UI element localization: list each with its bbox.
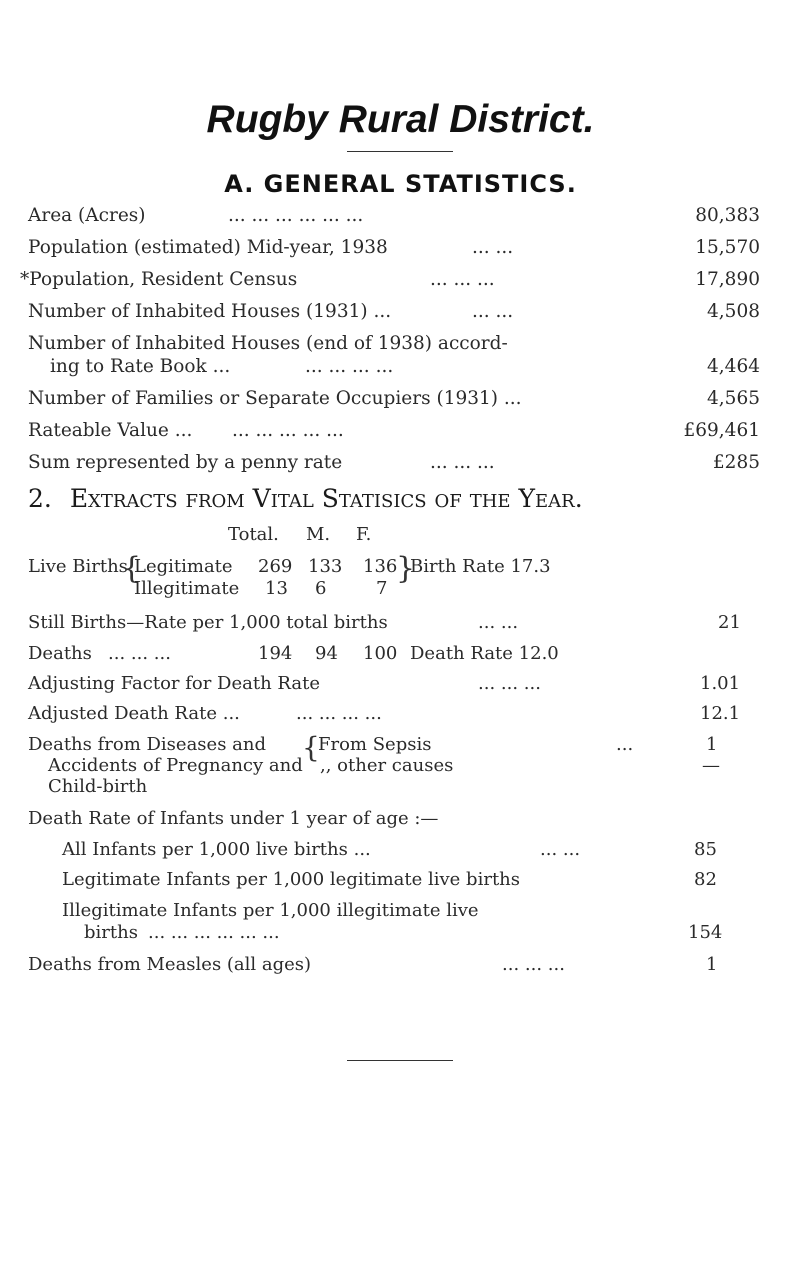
stat-label: ing to Rate Book ... [50, 356, 231, 377]
legit-infants-value: 82 [694, 869, 717, 890]
sepsis-label: From Sepsis [318, 734, 432, 755]
live-births-label: Live Births [28, 556, 128, 577]
stat-label: Rateable Value ... [28, 420, 193, 441]
deaths-label: Deaths [28, 643, 92, 664]
all-infants-value: 85 [694, 839, 717, 860]
still-births-value: 21 [718, 612, 741, 633]
section-title: Extracts from Vital Statisics of the Year. [69, 484, 583, 513]
stat-value: 17,890 [695, 269, 760, 290]
stat-leader: ... ... ... ... ... ... [228, 205, 364, 226]
stat-label: Number of Inhabited Houses (1931) ... [28, 301, 392, 322]
adjusted-value: 12.1 [700, 703, 741, 724]
stat-label: Sum represented by a penny rate [28, 452, 343, 473]
stat-leader: ... ... ... [430, 269, 495, 290]
col-header-total: Total. [228, 524, 279, 545]
legitimate-m: 133 [308, 556, 343, 577]
other-causes-value: — [702, 755, 720, 776]
illegitimate-label: Illegitimate [134, 578, 240, 599]
legit-infants-label: Legitimate Infants per 1,000 legitimate live births [62, 869, 521, 890]
stat-leader: ... ... [472, 301, 514, 322]
page-title: Rugby Rural District. [206, 98, 595, 141]
illegitimate-f: 7 [376, 578, 388, 599]
col-header-f: F. [356, 524, 372, 545]
stat-value: 15,570 [695, 237, 760, 258]
legitimate-total: 269 [258, 556, 293, 577]
illegitimate-m: 6 [315, 578, 327, 599]
section-number: 2. [28, 484, 52, 513]
other-causes-label: ,, other causes [320, 755, 454, 776]
infants-heading: Death Rate of Infants under 1 year of age :— [28, 808, 439, 829]
deaths-total: 194 [258, 643, 293, 664]
pregnancy-brace-glyph: { [302, 731, 320, 764]
legitimate-label: Legitimate [134, 556, 233, 577]
stat-label: Population (estimated) Mid-year, 1938 [28, 237, 388, 258]
stat-label: Area (Acres) [28, 205, 146, 226]
adjusting-leader: ... ... ... [478, 673, 541, 694]
illegit-infants-leader: ... ... ... ... ... ... [148, 922, 280, 943]
stat-leader: ... ... [472, 237, 514, 258]
all-infants-label: All Infants per 1,000 live births ... [62, 839, 371, 860]
stat-label: *Population, Resident Census [20, 269, 298, 290]
still-births-leader: ... ... [478, 612, 519, 633]
deaths-m: 94 [315, 643, 338, 664]
measles-value: 1 [706, 954, 718, 975]
adjusted-label: Adjusted Death Rate ... [28, 703, 240, 724]
adjusted-leader: ... ... ... ... [296, 703, 382, 724]
stat-leader: ... ... ... ... ... [232, 420, 344, 441]
stat-value: 4,508 [707, 301, 760, 322]
stat-value: 4,565 [707, 388, 760, 409]
birth-rate: Birth Rate 17.3 [410, 556, 551, 577]
vital-divider [347, 1060, 453, 1061]
sepsis-leader: ... [616, 734, 634, 755]
title-divider [347, 151, 453, 152]
col-header-m: M. [306, 524, 331, 545]
stat-value: 4,464 [707, 356, 760, 377]
stat-label: Number of Inhabited Houses (end of 1938) accord- [28, 333, 508, 354]
stat-value: 80,383 [695, 205, 760, 226]
pregnancy-label-line2: Accidents of Pregnancy and [48, 755, 303, 776]
still-births-label: Still Births—Rate per 1,000 total births [28, 612, 388, 633]
sepsis-value: 1 [706, 734, 718, 755]
stat-label: Number of Families or Separate Occupiers (1931) ... [28, 388, 522, 409]
deaths-f: 100 [363, 643, 398, 664]
deaths-leader: ... ... ... [108, 643, 171, 664]
right-brace-glyph: } [396, 551, 416, 586]
pregnancy-label-line3: Child-birth [48, 776, 148, 797]
measles-leader: ... ... ... [502, 954, 565, 975]
left-brace-glyph: { [122, 551, 142, 586]
extracts-heading [28, 484, 583, 513]
stat-value: £285 [712, 452, 760, 473]
stat-leader: ... ... ... [430, 452, 495, 473]
section-a-heading: A. GENERAL STATISTICS. [224, 170, 577, 198]
adjusting-label: Adjusting Factor for Death Rate [28, 673, 321, 694]
all-infants-leader: ... ... [540, 839, 581, 860]
illegit-infants-label-line1: Illegitimate Infants per 1,000 illegitimate live [62, 900, 479, 921]
legitimate-f: 136 [363, 556, 398, 577]
measles-label: Deaths from Measles (all ages) [28, 954, 312, 975]
pregnancy-label-line1: Deaths from Diseases and [28, 734, 266, 755]
illegit-infants-value: 154 [688, 922, 723, 943]
illegitimate-total: 13 [265, 578, 288, 599]
death-rate: Death Rate 12.0 [410, 643, 559, 664]
adjusting-value: 1.01 [700, 673, 741, 694]
stat-leader: ... ... ... ... [305, 356, 394, 377]
illegit-infants-label-line2: births [84, 922, 138, 943]
stat-value: £69,461 [683, 420, 760, 441]
